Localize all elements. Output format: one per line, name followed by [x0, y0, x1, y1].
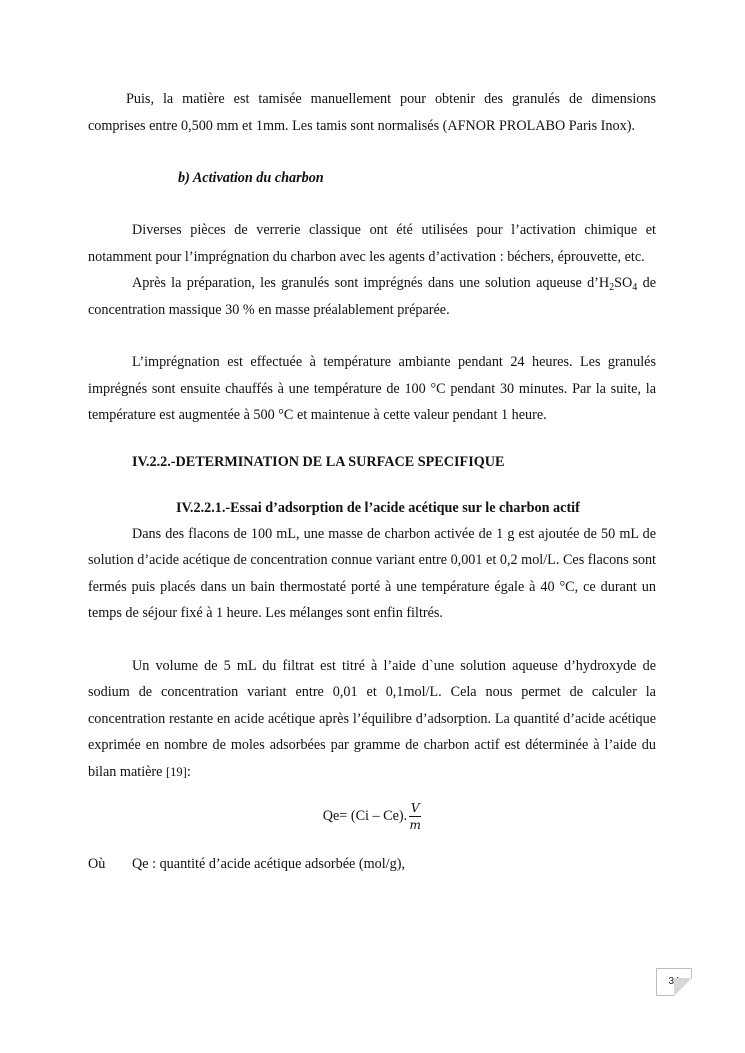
paragraph-flasks: Dans des flacons de 100 mL, une masse de charbon activée de 1 g est ajoutée de 50 mL de solution d’acide acétique de concentration connue variant entre 0,001 et 0,2 mol/L. Ces flacons sont fermés puis placés dans un bain thermostaté porté à une température égale à 40 °C, ce durant un temps de séjour fixé à 1 heure. Les mélanges sont enfin filtrés. [88, 525, 656, 621]
fraction-bar [409, 816, 421, 817]
equation-qe [88, 801, 656, 837]
subscript: 4 [632, 282, 638, 293]
fraction-denominator: m [409, 818, 421, 832]
paragraph-sieving: Puis, la matière est tamisée manuellement pour obtenir des granulés de dimensions comprises entre 0,500 mm et 1mm. Les tamis sont normalisés (AFNOR PROLABO Paris Inox). [88, 91, 656, 134]
reference-citation: [19] [166, 764, 187, 779]
text-segment: Un volume de 5 mL du filtrat est titré à l’aide d`une solution aqueuse d’hydroxyde de sodium de concentration variant entre 0,01 et 0,1mol/L. Cela nous permet de calculer la concentration restante en acide acétique après l’équilibre d’adsorption. La quantité d’acide acétique exprimée en nombre de moles adsorbées par gramme de charbon actif est déterminée à l’aide du bilan matière [88, 657, 656, 780]
text-segment: : [186, 763, 191, 780]
document-page [88, 86, 656, 877]
variable-definition [88, 851, 656, 877]
paragraph-titration [88, 653, 656, 786]
text-segment: SO [614, 275, 633, 291]
fraction-v-over-m [409, 801, 421, 832]
page-number: 34 [668, 976, 680, 987]
paragraph-impregnation-heating: L’imprégnation est effectuée à température ambiante pendant 24 heures. Les granulés imprégnés sont ensuite chauffés à une température de 100 °C pendant 30 minutes. Par la suite, la température est augmentée à 500 °C et maintenue à cette valeur pendant 1 heure. [88, 354, 656, 423]
where-text: Qe : quantité d’acide acétique adsorbée (mol/g), [132, 856, 405, 872]
text-segment: de concentration massique 30 % en masse préalablement préparée. [88, 275, 656, 318]
subscript: 2 [609, 282, 615, 293]
subheading-activation: b) Activation du charbon [178, 170, 324, 186]
page-number-badge [656, 968, 692, 996]
paragraph-glassware: Diverses pièces de verrerie classique ont été utilisées pour l’activation chimique et notamment pour l’imprégnation du charbon avec les agents d’activation : béchers, éprouvette, etc. [88, 222, 656, 265]
fraction-numerator: V [410, 801, 420, 815]
section-heading-surface: IV.2.2.-DETERMINATION DE LA SURFACE SPECIFIQUE [132, 453, 505, 470]
where-label: Où [88, 856, 106, 872]
page-fold-icon [674, 978, 692, 996]
text-segment: Après la préparation, les granulés sont imprégnés dans une solution aqueuse d’H [132, 275, 610, 291]
paragraph-impregnation-solution [88, 270, 656, 323]
equation-lhs: Qe= (Ci – Ce). [322, 808, 408, 824]
section-heading-adsorption: IV.2.2.1.-Essai d’adsorption de l’acide acétique sur le charbon actif [176, 499, 580, 516]
